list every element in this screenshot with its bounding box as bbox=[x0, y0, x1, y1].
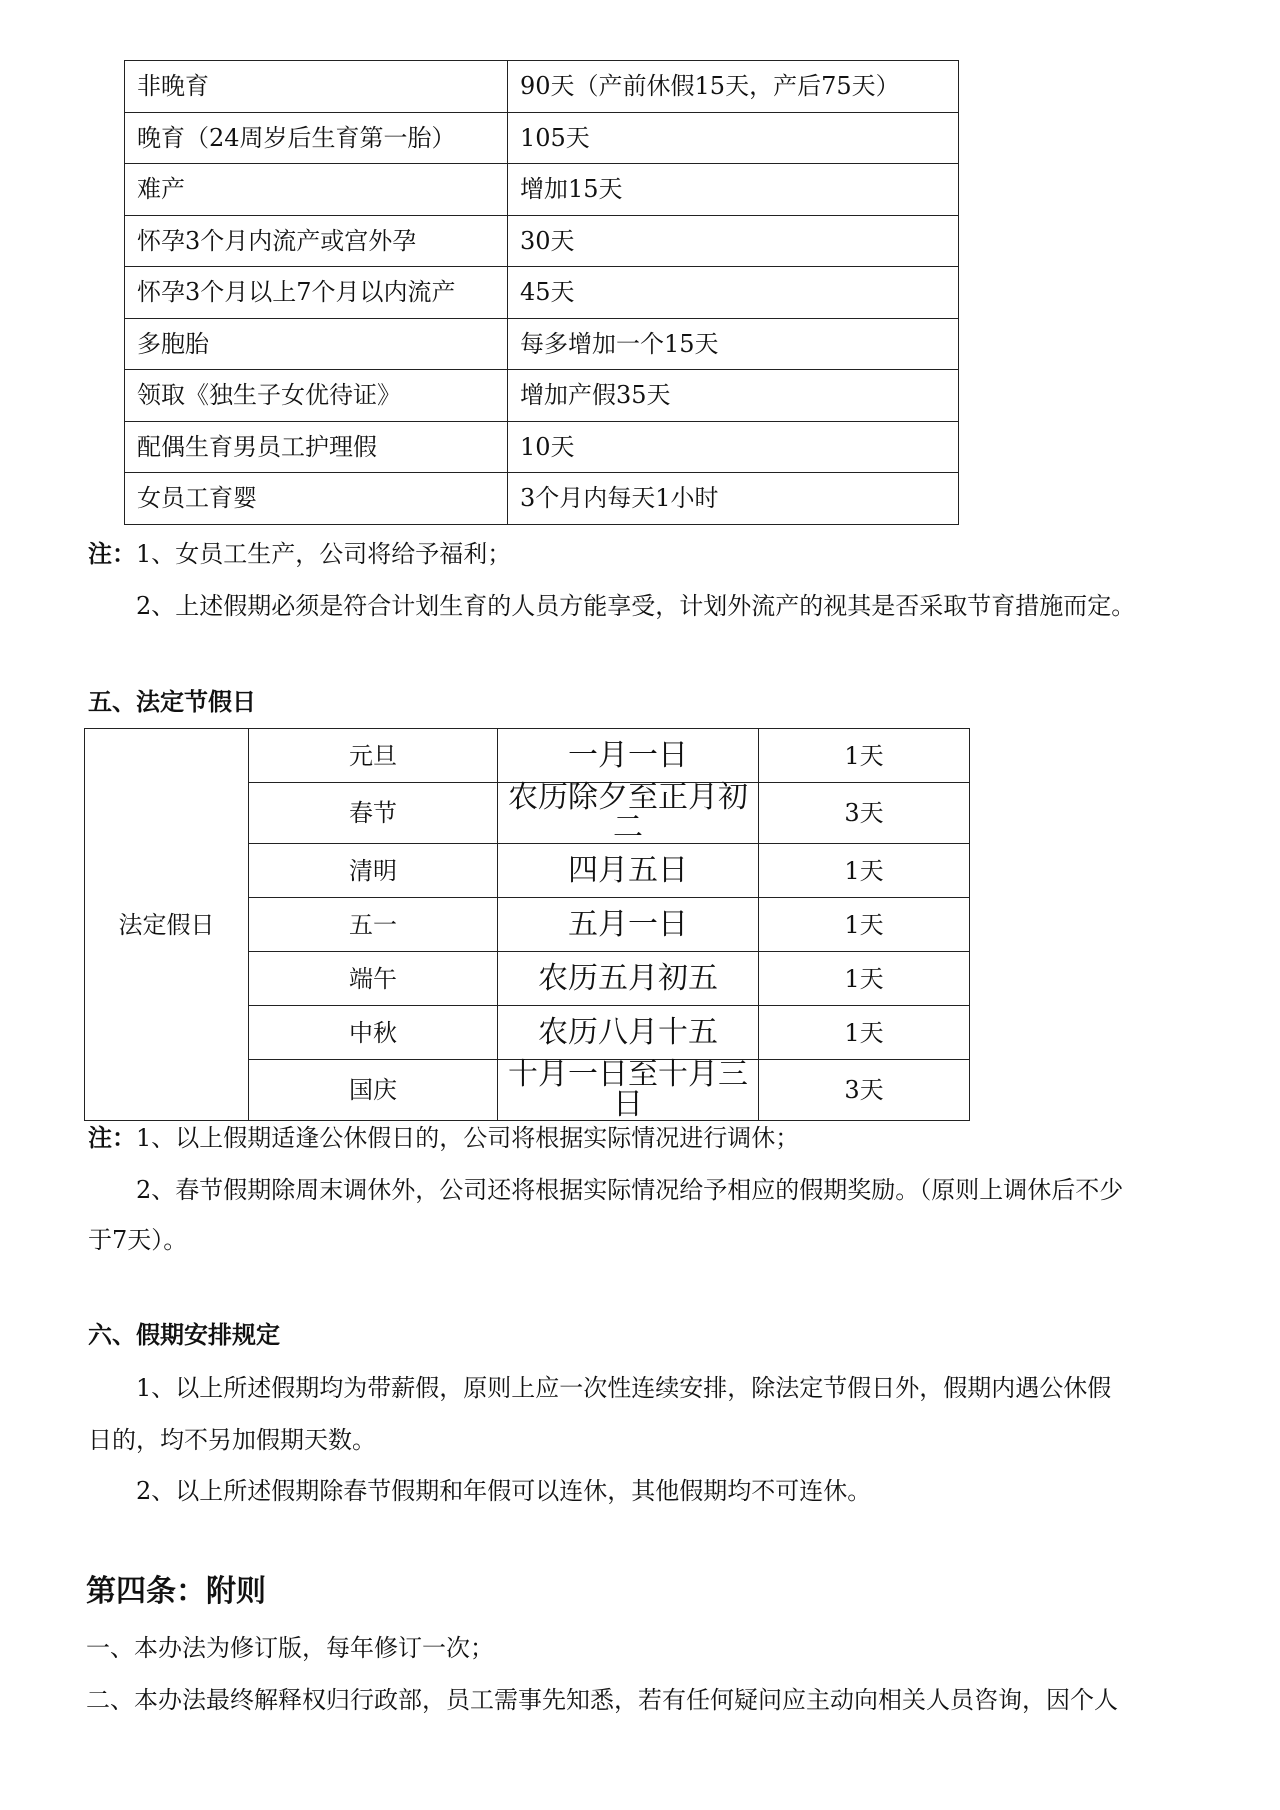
section-6-heading: 六、假期安排规定 bbox=[88, 1321, 280, 1349]
leave-duration-cell: 45天 bbox=[508, 267, 959, 319]
holiday-date-cell: 五月一日 bbox=[498, 898, 759, 952]
leave-type-cell: 配偶生育男员工护理假 bbox=[125, 421, 508, 473]
holiday-name-cell: 端午 bbox=[249, 952, 498, 1006]
leave-duration-cell: 每多增加一个15天 bbox=[508, 318, 959, 370]
leave-duration-cell: 30天 bbox=[508, 215, 959, 267]
article-4-heading: 第四条：附则 bbox=[86, 1574, 266, 1609]
holiday-name-cell: 国庆 bbox=[249, 1060, 498, 1121]
holiday-days-cell: 1天 bbox=[759, 952, 970, 1006]
leave-duration-cell: 105天 bbox=[508, 112, 959, 164]
table-row bbox=[125, 473, 959, 525]
table-row bbox=[125, 318, 959, 370]
note-prefix: 注： bbox=[88, 1124, 136, 1152]
maternity-leave-table bbox=[124, 60, 959, 525]
leave-type-cell: 女员工育婴 bbox=[125, 473, 508, 525]
holiday-date-cell: 一月一日 bbox=[498, 729, 759, 783]
leave-type-cell: 领取《独生子女优待证》 bbox=[125, 370, 508, 422]
table-row bbox=[125, 215, 959, 267]
statutory-holiday-table bbox=[84, 728, 970, 1121]
table-row bbox=[125, 370, 959, 422]
holiday-note-1: 注：1、以上假期适逢公休假日的，公司将根据实际情况进行调休； bbox=[88, 1124, 800, 1152]
leave-duration-cell: 90天（产前休假15天，产后75天） bbox=[508, 61, 959, 113]
holiday-days-cell: 3天 bbox=[759, 783, 970, 844]
holiday-date-cell: 十月一日至十月三日 bbox=[498, 1060, 759, 1121]
holiday-date-cell: 农历八月十五 bbox=[498, 1006, 759, 1060]
holiday-name-cell: 五一 bbox=[249, 898, 498, 952]
article-4-item-1: 一、本办法为修订版，每年修订一次； bbox=[86, 1634, 494, 1662]
leave-duration-cell: 增加15天 bbox=[508, 164, 959, 216]
table-row bbox=[125, 164, 959, 216]
leave-type-cell: 怀孕3个月内流产或宫外孕 bbox=[125, 215, 508, 267]
holiday-days-cell: 1天 bbox=[759, 844, 970, 898]
maternity-note-1: 注：1、女员工生产，公司将给予福利； bbox=[88, 540, 512, 568]
note-prefix: 注： bbox=[88, 540, 136, 568]
leave-type-cell: 难产 bbox=[125, 164, 508, 216]
leave-duration-cell: 3个月内每天1小时 bbox=[508, 473, 959, 525]
section-6-para-2: 2、以上所述假期除春节假期和年假可以连休，其他假期均不可连休。 bbox=[136, 1477, 872, 1505]
holiday-note-2-line-2: 于7天）。 bbox=[88, 1226, 188, 1254]
holiday-days-cell: 3天 bbox=[759, 1060, 970, 1121]
holiday-date-cell: 农历除夕至正月初二 bbox=[498, 783, 759, 844]
table-row bbox=[125, 267, 959, 319]
holiday-name-cell: 中秋 bbox=[249, 1006, 498, 1060]
holiday-days-cell: 1天 bbox=[759, 1006, 970, 1060]
maternity-note-2: 2、上述假期必须是符合计划生育的人员方能享受，计划外流产的视其是否采取节育措施而定。 bbox=[136, 592, 1136, 620]
section-6-para-1-line-2: 日的，均不另加假期天数。 bbox=[88, 1426, 376, 1454]
holiday-name-cell: 清明 bbox=[249, 844, 498, 898]
section-5-heading: 五、法定节假日 bbox=[88, 688, 256, 716]
holiday-name-cell: 春节 bbox=[249, 783, 498, 844]
leave-type-cell: 怀孕3个月以上7个月以内流产 bbox=[125, 267, 508, 319]
table-row bbox=[125, 421, 959, 473]
holiday-days-cell: 1天 bbox=[759, 898, 970, 952]
table-row bbox=[125, 112, 959, 164]
section-6-para-1-line-1: 1、以上所述假期均为带薪假，原则上应一次性连续安排，除法定节假日外，假期内遇公休假 bbox=[136, 1374, 1112, 1402]
leave-duration-cell: 10天 bbox=[508, 421, 959, 473]
holiday-date-cell: 四月五日 bbox=[498, 844, 759, 898]
leave-type-cell: 非晚育 bbox=[125, 61, 508, 113]
table-row bbox=[125, 61, 959, 113]
holiday-name-cell: 元旦 bbox=[249, 729, 498, 783]
leave-type-cell: 晚育（24周岁后生育第一胎） bbox=[125, 112, 508, 164]
article-4-item-2: 二、本办法最终解释权归行政部，员工需事先知悉，若有任何疑问应主动向相关人员咨询，因个人 bbox=[86, 1686, 1118, 1714]
holiday-note-2-line-1: 2、春节假期除周末调休外，公司还将根据实际情况给予相应的假期奖励。（原则上调休后不少 bbox=[136, 1176, 1124, 1204]
table-row bbox=[85, 729, 970, 783]
holiday-date-cell: 农历五月初五 bbox=[498, 952, 759, 1006]
holiday-days-cell: 1天 bbox=[759, 729, 970, 783]
holiday-group-label: 法定假日 bbox=[85, 729, 249, 1121]
leave-type-cell: 多胞胎 bbox=[125, 318, 508, 370]
leave-duration-cell: 增加产假35天 bbox=[508, 370, 959, 422]
